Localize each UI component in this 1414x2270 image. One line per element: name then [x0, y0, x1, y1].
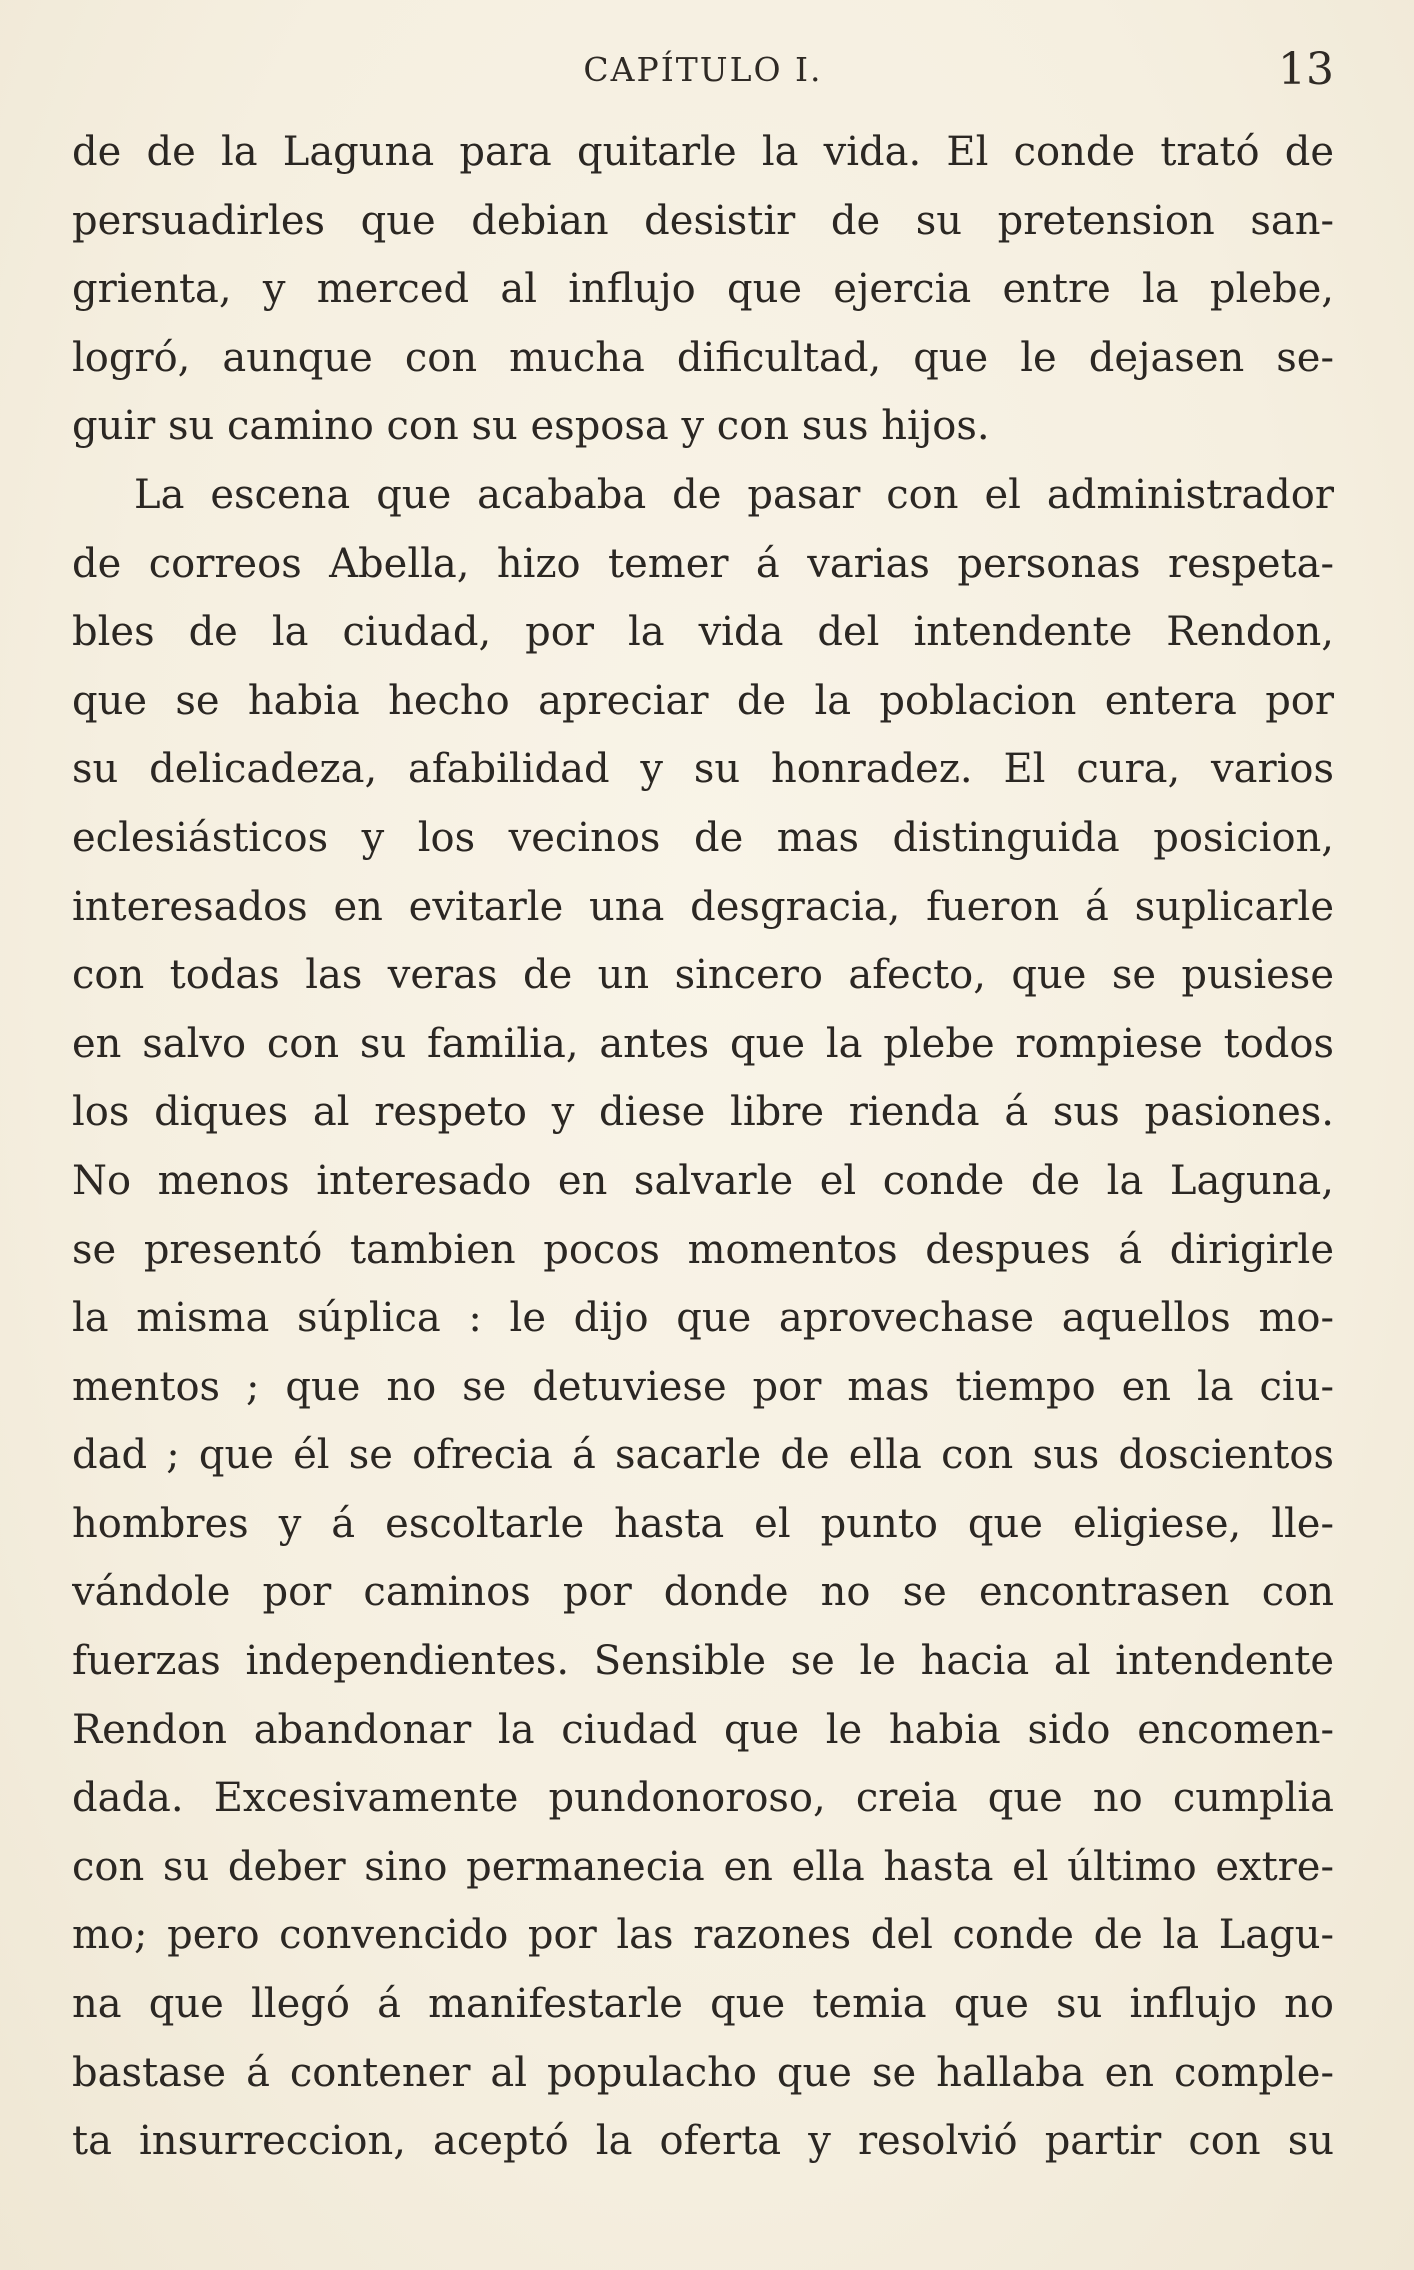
text-line: que se habia hecho apreciar de la poblacion entera por	[72, 677, 1334, 724]
text-line: bles de la ciudad, por la vida del intendente Rendon,	[72, 609, 1334, 656]
text-line: con todas las veras de un sincero afecto, que se pusiese	[72, 952, 1334, 999]
text-line: interesados en evitarle una desgracia, fueron á suplicarle	[72, 883, 1334, 930]
text-line: vándole por caminos por donde no se encontrasen con	[72, 1569, 1334, 1616]
running-head	[72, 44, 1334, 104]
text-line: hombres y á escoltarle hasta el punto que eligiese, lle-	[72, 1500, 1334, 1547]
text-line: fuerzas independientes. Sensible se le hacia al intendente	[72, 1638, 1334, 1685]
page-number: 13	[1278, 44, 1334, 95]
text-line: se presentó tambien pocos momentos despues á dirigirle	[72, 1226, 1334, 1273]
text-line: na que llegó á manifestarle que temia que su influjo no	[72, 1981, 1334, 2028]
text-line: persuadirles que debian desistir de su pretension san-	[72, 197, 1334, 244]
text-line: mo; pero convencido por las razones del conde de la Lagu-	[72, 1912, 1334, 1959]
text-line: grienta, y merced al influjo que ejercia entre la plebe,	[72, 266, 1334, 313]
text-line: su delicadeza, afabilidad y su honradez. El cura, varios	[72, 746, 1334, 793]
text-line: ta insurreccion, aceptó la oferta y resolvió partir con su	[72, 2118, 1334, 2165]
text-line: de de la Laguna para quitarle la vida. El conde trató de	[72, 129, 1334, 175]
text-line: La escena que acababa de pasar con el administrador	[134, 471, 1334, 518]
text-line: mentos ; que no se detuviese por mas tiempo en la ciu-	[72, 1363, 1334, 1410]
text-line: logró, aunque con mucha dificultad, que le dejasen se-	[72, 334, 1334, 381]
text-line: Rendon abandonar la ciudad que le habia sido encomen-	[72, 1706, 1334, 1753]
text-line: de correos Abella, hizo temer á varias personas respeta-	[72, 540, 1334, 587]
text-line: con su deber sino permanecia en ella hasta el último extre-	[72, 1843, 1334, 1890]
text-line: bastase á contener al populacho que se hallaba en comple-	[72, 2049, 1334, 2096]
text-line: dada. Excesivamente pundonoroso, creia que no cumplia	[72, 1775, 1334, 1822]
text-line: la misma súplica : le dijo que aprovechase aquellos mo-	[72, 1295, 1334, 1342]
chapter-title: CAPÍTULO I.	[583, 50, 823, 89]
text-line: los diques al respeto y diese libre rienda á sus pasiones.	[72, 1089, 1334, 1136]
body-text	[72, 118, 1334, 2176]
text-line: No menos interesado en salvarle el conde de la Laguna,	[72, 1157, 1334, 1204]
text-line: en salvo con su familia, antes que la plebe rompiese todos	[72, 1020, 1334, 1067]
text-line: eclesiásticos y los vecinos de mas distinguida posicion,	[72, 814, 1334, 861]
text-line: dad ; que él se ofrecia á sacarle de ella con sus doscientos	[72, 1432, 1334, 1479]
text-line: guir su camino con su esposa y con sus hijos.	[72, 403, 990, 450]
